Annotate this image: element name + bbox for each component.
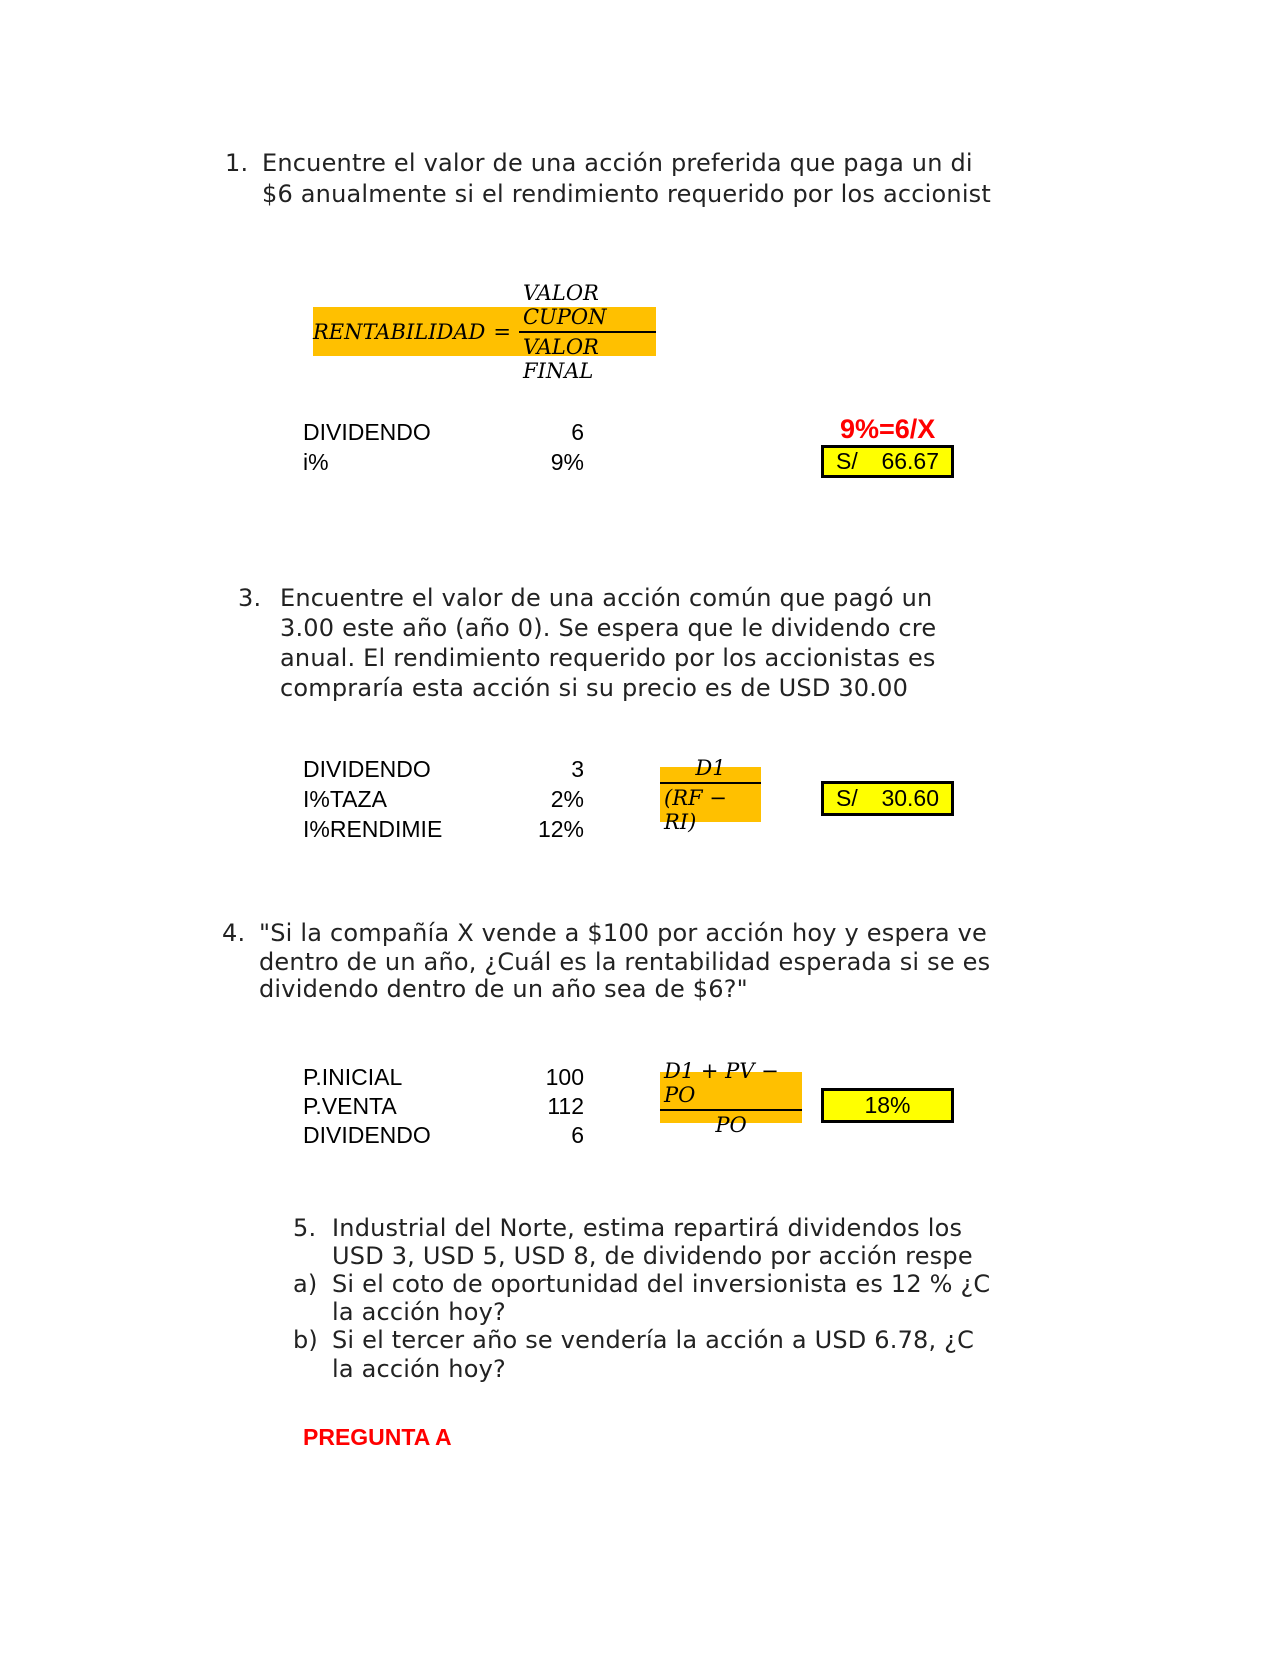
section-heading: PREGUNTA A xyxy=(303,1424,452,1450)
q5-number: 5. xyxy=(293,1214,317,1242)
q3-text-line-1: Encuentre el valor de una acción común que pagó un xyxy=(280,584,933,612)
q1-number: 1. xyxy=(225,149,249,177)
q5-item-a-line-1: Si el coto de oportunidad del inversionista es 12 % ¿C xyxy=(332,1270,991,1298)
q4-formula-numerator: D1 + PV − PO xyxy=(664,1058,779,1107)
q1-rentabilidad-formula xyxy=(313,280,656,383)
q3-number: 3. xyxy=(238,584,262,612)
q3-text-line-4: compraría esta acción si su precio es de USD 30.00 xyxy=(280,674,909,702)
q4-result-value: 18% xyxy=(864,1092,911,1118)
q1-formula-equals: = xyxy=(493,319,511,344)
q3-result-value: 30.60 xyxy=(881,785,939,811)
q3-row-label: DIVIDENDO xyxy=(303,756,431,782)
q3-text-line-2: 3.00 este año (año 0). Se espera que le dividendo cre xyxy=(280,614,937,642)
q5-item-b-marker: b) xyxy=(293,1326,318,1354)
q1-formula-lhs: RENTABILIDAD xyxy=(313,319,486,344)
currency-label: S/ xyxy=(836,785,858,811)
q1-formula-fraction xyxy=(519,281,656,383)
q4-number: 4. xyxy=(222,919,246,947)
q3-text-line-3: anual. El rendimiento requerido por los accionistas es xyxy=(280,644,936,672)
q5-text-line-2: USD 3, USD 5, USD 8, de dividendo por acción respe xyxy=(332,1242,973,1270)
q4-formula-denominator: PO xyxy=(715,1112,747,1137)
q5-item-b-line-2: la acción hoy? xyxy=(332,1355,506,1383)
q4-formula-fraction xyxy=(660,1059,802,1137)
q4-row-value: 112 xyxy=(547,1093,584,1119)
q1-result-box xyxy=(821,445,954,478)
q4-return-formula xyxy=(660,1058,802,1137)
q3-formula-fraction xyxy=(660,756,761,834)
q1-formula-numerator: VALOR CUPON xyxy=(522,280,607,329)
q1-row-value: 9% xyxy=(550,449,584,475)
q1-result-value: 66.67 xyxy=(881,448,939,474)
q3-row-value: 3 xyxy=(571,756,584,782)
q1-text-line-2: $6 anualmente si el rendimiento requerido por los accionist xyxy=(262,180,991,208)
q3-result-box xyxy=(821,781,954,816)
q3-row-value: 12% xyxy=(537,816,584,842)
q4-result-box xyxy=(821,1088,954,1123)
q3-row-label: I%RENDIMIE xyxy=(303,816,443,842)
currency-label: S/ xyxy=(836,448,858,474)
q3-formula-denominator: (RF − RI) xyxy=(664,785,727,834)
q1-row-value: 6 xyxy=(571,419,584,445)
q5-item-b-line-1: Si el tercer año se vendería la acción a USD 6.78, ¿C xyxy=(332,1326,975,1354)
q3-formula-numerator: D1 xyxy=(695,755,726,780)
q3-row-label: I%TAZA xyxy=(303,786,387,812)
q1-row-label: i% xyxy=(303,449,329,475)
q1-formula-denominator: VALOR FINAL xyxy=(522,334,599,383)
q4-text-line-2: dentro de un año, ¿Cuál es la rentabilidad esperada si se es xyxy=(259,948,991,976)
q4-row-label: P.INICIAL xyxy=(303,1064,403,1090)
q4-row-label: P.VENTA xyxy=(303,1093,397,1119)
q1-equation-note: 9%=6/X xyxy=(840,414,936,444)
q5-item-a-line-2: la acción hoy? xyxy=(332,1298,506,1326)
q4-text-line-3: dividendo dentro de un año sea de $6?" xyxy=(259,975,748,1003)
q3-d1-formula xyxy=(660,755,761,834)
q4-row-value: 100 xyxy=(545,1064,584,1090)
q4-row-label: DIVIDENDO xyxy=(303,1122,431,1148)
q5-text-line-1: Industrial del Norte, estima repartirá dividendos los xyxy=(332,1214,963,1242)
q1-row-label: DIVIDENDO xyxy=(303,419,431,445)
q1-text-line-1: Encuentre el valor de una acción preferida que paga un di xyxy=(262,149,973,177)
q3-row-value: 2% xyxy=(550,786,584,812)
q4-text-line-1: "Si la compañía X vende a $100 por acción hoy y espera ve xyxy=(259,919,988,947)
q4-row-value: 6 xyxy=(571,1122,584,1148)
q5-item-a-marker: a) xyxy=(293,1270,318,1298)
